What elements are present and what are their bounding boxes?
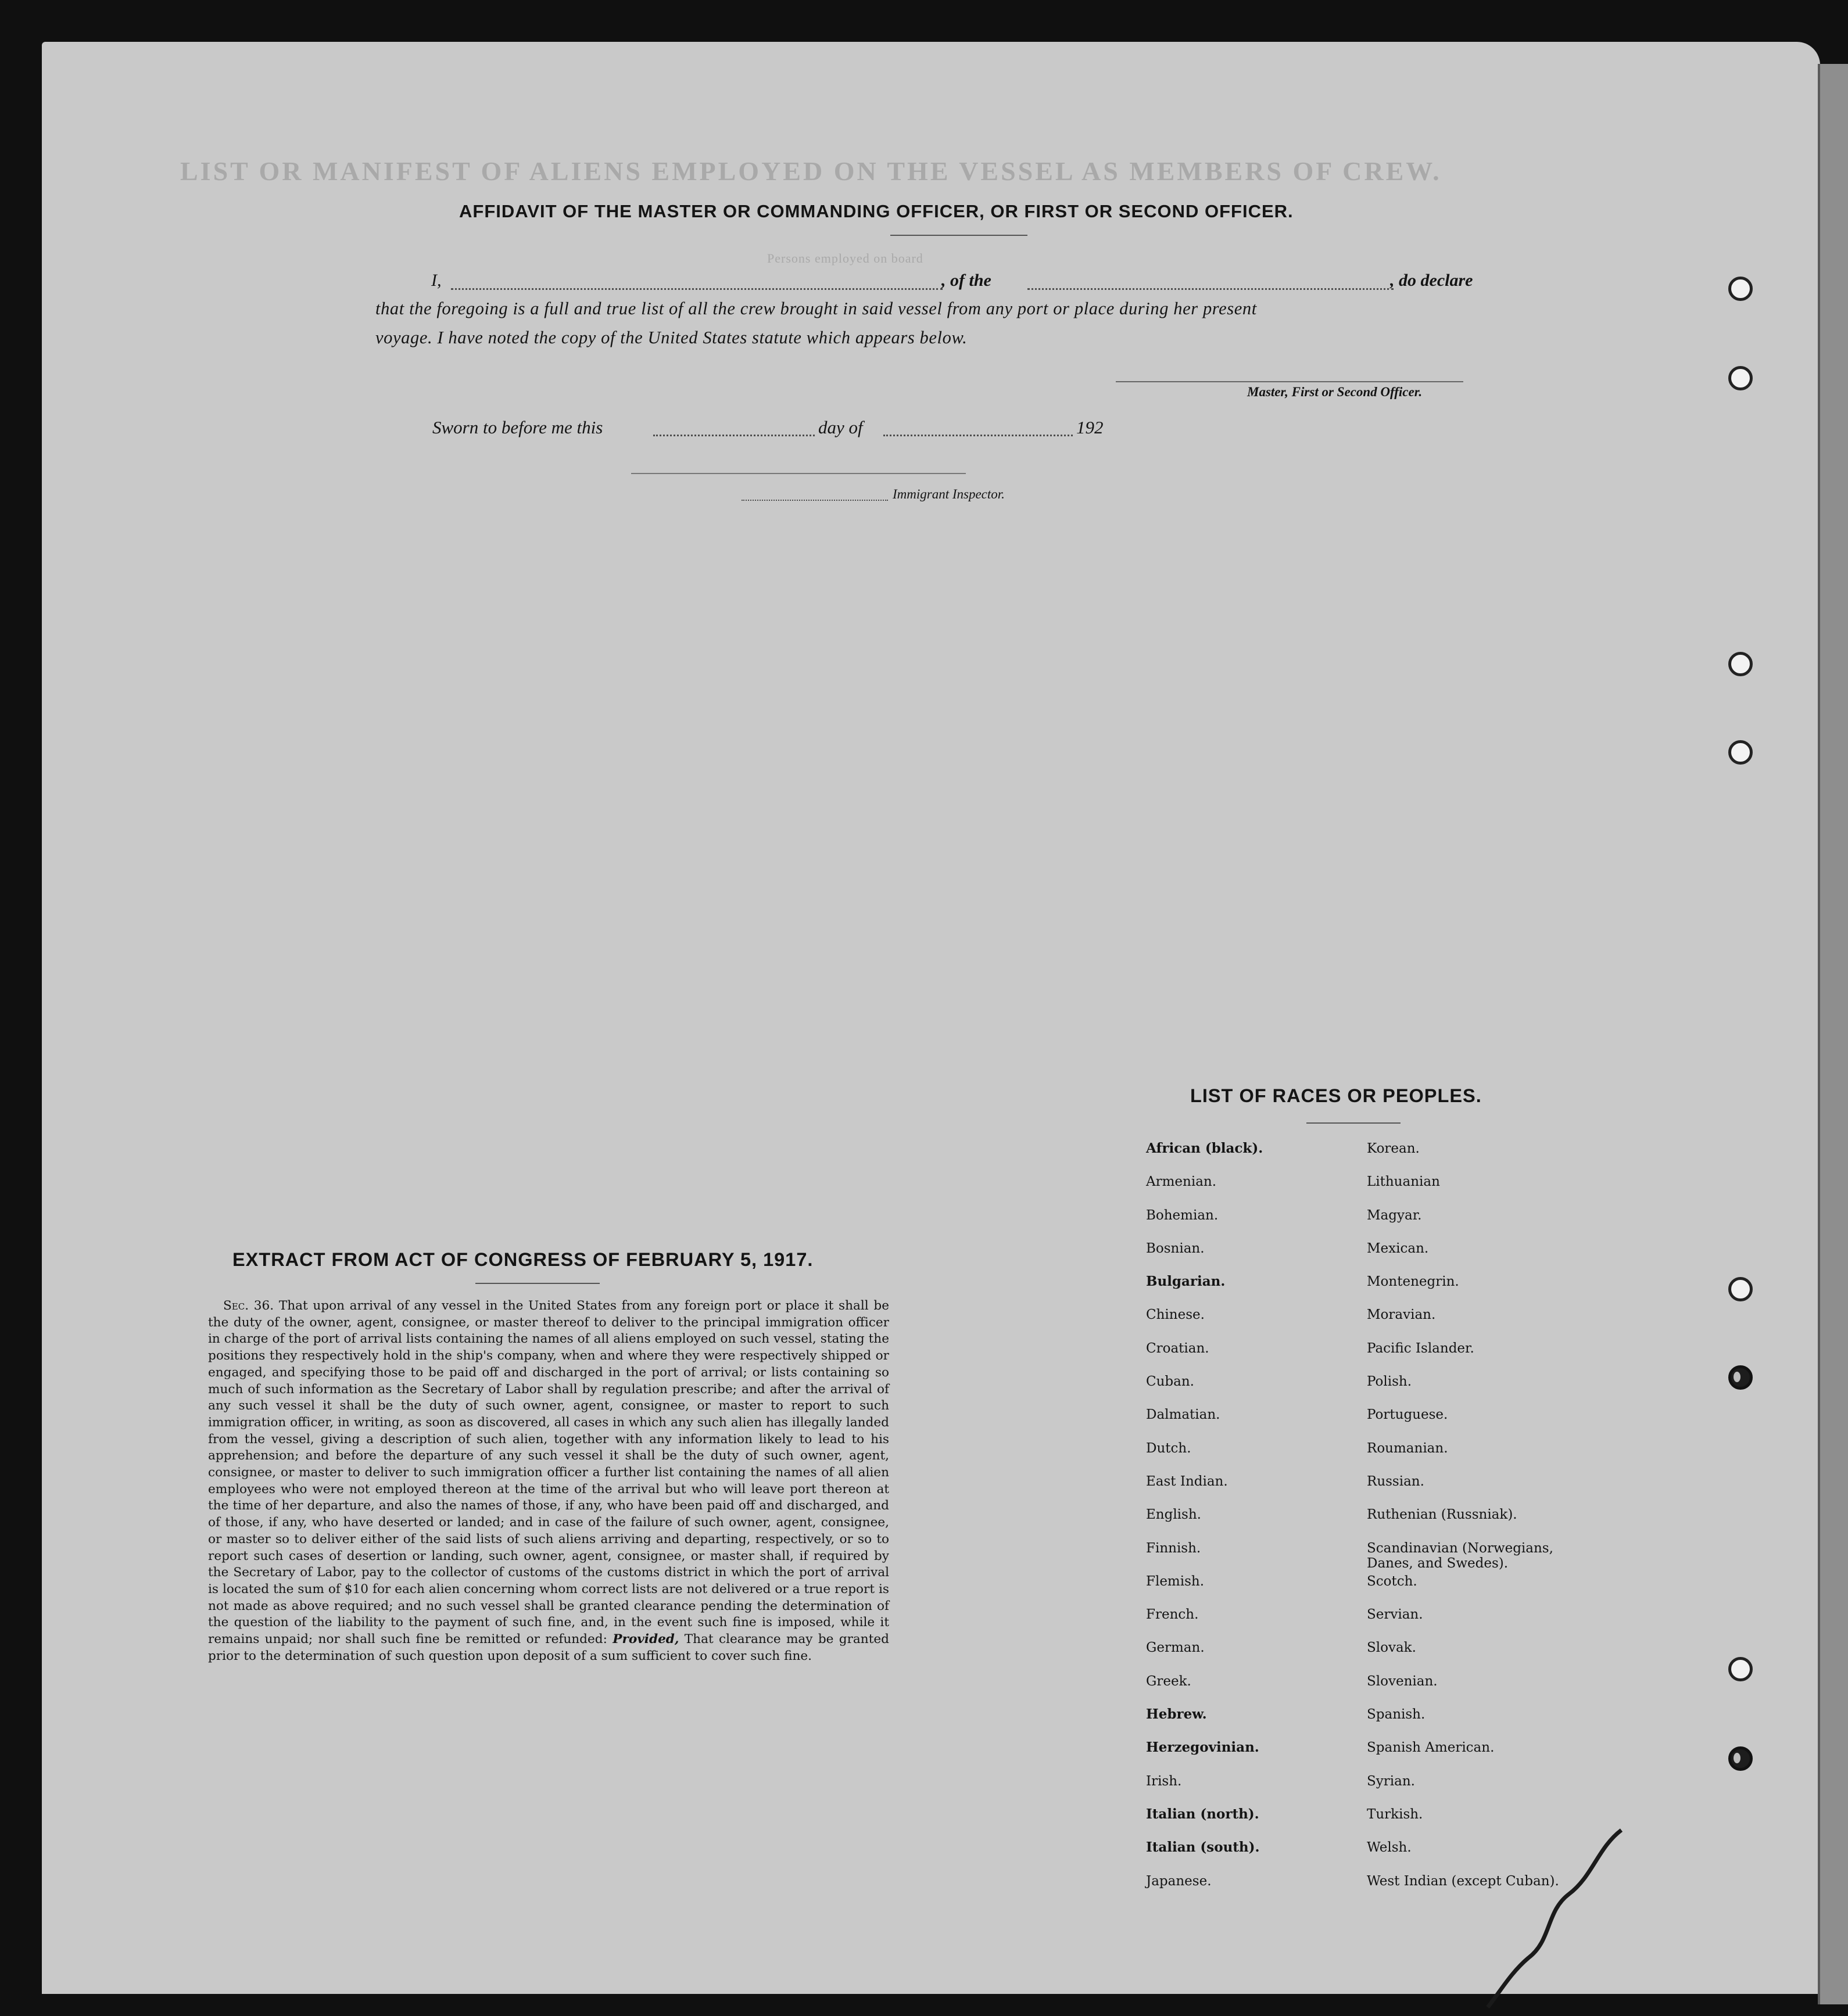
race-entry: Montenegrin. <box>1367 1274 1459 1290</box>
binder-hole <box>1728 1365 1753 1390</box>
race-entry: Dutch. <box>1146 1440 1191 1456</box>
race-entry: Dalmatian. <box>1146 1407 1220 1423</box>
extract-body <box>208 1298 889 1665</box>
race-entry: English. <box>1146 1507 1201 1523</box>
race-entry: Pacific Islander. <box>1367 1340 1474 1356</box>
officer-signature-label: Master, First or Second Officer. <box>1247 385 1423 399</box>
race-entry: German. <box>1146 1640 1205 1656</box>
race-entry: Italian (south). <box>1146 1839 1260 1856</box>
race-entry: Bulgarian. <box>1146 1274 1226 1290</box>
affidavit-line-2: that the foregoing is a full and true list of all the crew brought in said vessel from any port or place during her present <box>375 299 1257 318</box>
race-entry: French. <box>1146 1607 1199 1623</box>
race-entry: Turkish. <box>1367 1806 1423 1822</box>
race-entry: Scotch. <box>1367 1573 1417 1589</box>
binder-hole <box>1728 366 1753 390</box>
inspector-signature-line[interactable] <box>631 473 966 474</box>
race-entry: Mexican. <box>1367 1240 1429 1256</box>
affidavit-i-label: I, <box>431 271 442 290</box>
provided-label: Provided, <box>613 1632 679 1647</box>
race-entry: Ruthenian (Russniak). <box>1367 1507 1517 1523</box>
binder-hole <box>1728 1277 1753 1301</box>
binder-hole <box>1728 652 1753 676</box>
race-entry: Irish. <box>1146 1773 1182 1789</box>
race-entry: Magyar. <box>1367 1207 1422 1223</box>
statute-text: That upon arrival of any vessel in the United States from any foreign port or place it shall be the duty of the owner, agent, consignee, or master thereof to deliver to the principal immigration officer in charge of the port of arrival lists containing the names of all aliens employed on such vessel, stating the positions they respectively hold in the ship's company, when and where they were respectively shipped or engaged, and specifying those to be paid off and discharged in the port of arrival; or lists containing so much of such information as the Secretary of Labor shall by regulation prescribe; and after the arrival of any such vessel it shall be the duty of such owner, agent, consignee, or master to report to such immigration officer, in writing, as soon as discovered, all cases in which any such alien has illegally landed from the vessel, giving a description of such alien, together with any information likely to lead to his apprehension; and before the departure of any such vessel it shall be the duty of such owner, agent, consignee, or master to deliver to such immigration officer a further list containing the names of all alien employees who were not employed thereon at the time of the arrival but who will leave port thereon at the time of her departure, and also the names of those, if any, who have been paid off and discharged, and of those, if any, who have deserted or landed; and in case of the failure of such owner, agent, consignee, or master so to deliver either of the said lists of such aliens arriving and departing, respectively, or so to report such cases of desertion or landing, such owner, agent, consignee, or master shall, if required by the Secretary of Labor, pay to the collector of customs of the customs district in which the port of arrival is located the sum of $10 for each alien concerning whom correct lists are not delivered or a true report is not made as above required; and no such vessel shall be granted clearance pending the determination of the question of the liability to the payment of such fine, and, in the event such fine is imposed, while it remains unpaid; nor shall such fine be remitted or refunded: <box>208 1298 889 1647</box>
races-title-rule <box>1306 1122 1401 1124</box>
page-tear-mark <box>1476 1824 1627 2010</box>
sworn-label: Sworn to before me this <box>432 417 603 437</box>
races-list <box>1146 1141 1611 1907</box>
race-entry: Polish. <box>1367 1374 1412 1390</box>
bleed-through-title: LIST OR MANIFEST OF ALIENS EMPLOYED ON THE VESSEL AS MEMBERS OF CREW. <box>180 156 1442 186</box>
races-title: LIST OF RACES OR PEOPLES. <box>1190 1085 1482 1106</box>
race-entry: Hebrew. <box>1146 1706 1207 1723</box>
affidavit-title-rule <box>890 235 1027 236</box>
race-entry: Cuban. <box>1146 1374 1194 1390</box>
race-entry: Scandinavian (Norwegians, Danes, and Swedes). <box>1367 1540 1553 1571</box>
statute-tail: That clearance may be granted prior to the determination of such question upon deposit of a sum sufficient to cover such fine. <box>208 1632 889 1663</box>
year-label: 192 <box>1076 417 1104 437</box>
race-entry: Lithuanian <box>1367 1174 1440 1190</box>
race-entry: Chinese. <box>1146 1307 1205 1323</box>
affidavit-of-the-label: , of the <box>941 271 991 290</box>
race-entry: West Indian (except Cuban). <box>1367 1873 1559 1889</box>
race-entry: Bohemian. <box>1146 1207 1219 1223</box>
bleed-through-note: Persons employed on board <box>767 251 923 266</box>
inspector-label: Immigrant Inspector. <box>893 487 1005 501</box>
declarant-name-blank[interactable] <box>451 288 943 290</box>
race-entry: Spanish American. <box>1367 1740 1495 1756</box>
race-entry: African (black). <box>1146 1140 1263 1156</box>
sworn-day-blank[interactable] <box>653 435 815 436</box>
affidavit-do-declare-label: , do declare <box>1390 271 1473 290</box>
race-entry: Croatian. <box>1146 1340 1209 1356</box>
binder-hole <box>1728 740 1753 765</box>
race-entry: Japanese. <box>1146 1873 1212 1889</box>
binder-hole <box>1728 1657 1753 1681</box>
extract-title: EXTRACT FROM ACT OF CONGRESS OF FEBRUARY 5, 1917. <box>232 1249 814 1270</box>
adjacent-page-edge <box>1818 64 1848 2004</box>
race-entry: Moravian. <box>1367 1307 1436 1323</box>
race-entry: Spanish. <box>1367 1707 1426 1723</box>
affidavit-title: AFFIDAVIT OF THE MASTER OR COMMANDING OFFICER, OR FIRST OR SECOND OFFICER. <box>459 201 1294 221</box>
binder-hole <box>1728 1746 1753 1771</box>
section-number: 36. <box>253 1298 274 1313</box>
binder-hole <box>1728 277 1753 301</box>
day-of-label: day of <box>818 417 863 437</box>
officer-signature-line[interactable] <box>1116 381 1463 382</box>
race-entry: Armenian. <box>1146 1174 1217 1190</box>
race-entry: Greek. <box>1146 1673 1191 1689</box>
affidavit-line-3: voyage. I have noted the copy of the United States statute which appears below. <box>375 328 968 347</box>
race-entry: Portuguese. <box>1367 1407 1448 1423</box>
race-entry: Korean. <box>1367 1141 1420 1156</box>
race-entry: Russian. <box>1367 1473 1424 1489</box>
race-entry: Slovak. <box>1367 1640 1416 1656</box>
race-entry: Welsh. <box>1367 1840 1412 1856</box>
race-entry: Bosnian. <box>1146 1240 1205 1256</box>
race-entry: East Indian. <box>1146 1473 1228 1489</box>
sworn-month-blank[interactable] <box>883 435 1073 436</box>
race-entry: Finnish. <box>1146 1540 1201 1556</box>
section-label: Sec. <box>223 1298 249 1313</box>
vessel-name-blank[interactable] <box>1027 288 1394 290</box>
race-entry: Servian. <box>1367 1607 1423 1623</box>
inspector-signature-dots <box>742 500 888 501</box>
race-entry: Slovenian. <box>1367 1673 1438 1689</box>
race-entry: Flemish. <box>1146 1573 1205 1589</box>
race-entry: Italian (north). <box>1146 1806 1259 1822</box>
extract-title-rule <box>475 1283 600 1284</box>
race-entry: Syrian. <box>1367 1773 1415 1789</box>
race-entry: Herzegovinian. <box>1146 1739 1259 1756</box>
race-entry: Roumanian. <box>1367 1440 1448 1456</box>
